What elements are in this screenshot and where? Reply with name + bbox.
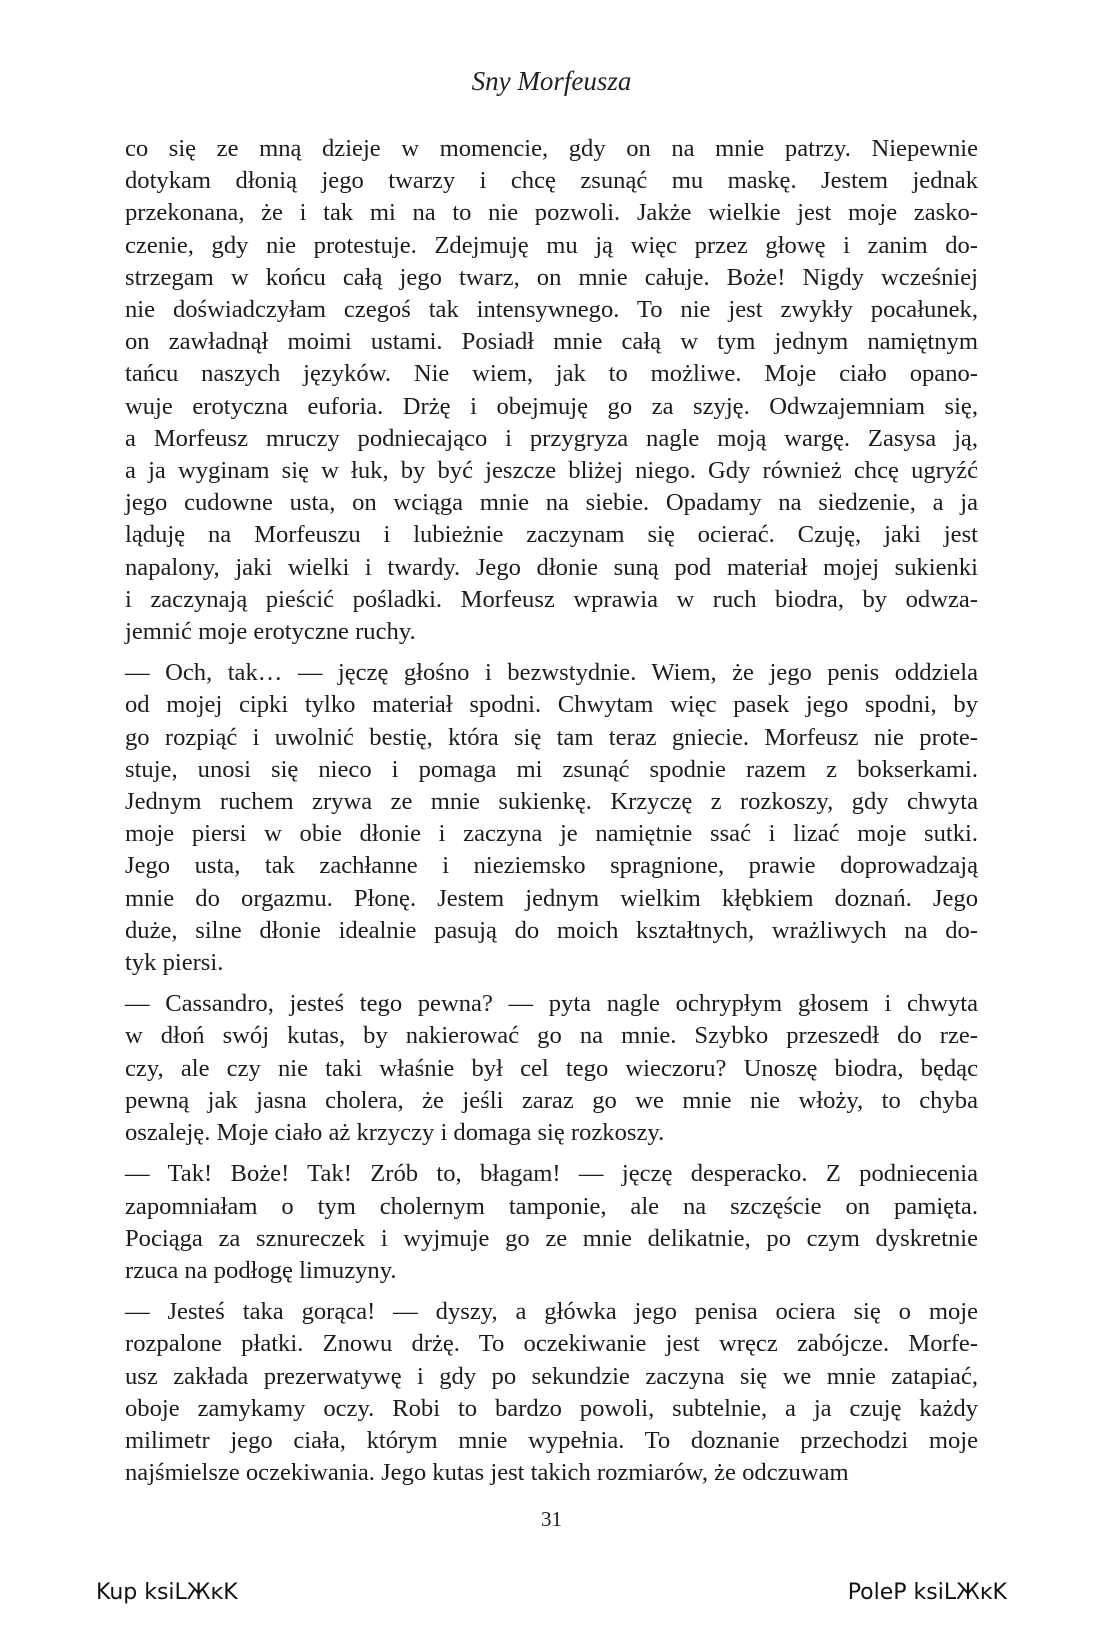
text-line: — Tak! Boże! Tak! Zrób to, błagam! — jęczę desperacko. Z podniecenia [125, 1160, 978, 1188]
text-line: — Och, tak… — jęczę głośno i bezwstydnie. Wiem, że jego penis oddziela [125, 659, 978, 687]
text-line: tańcu naszych języków. Nie wiem, jak to możliwe. Moje ciało opano- [125, 360, 978, 388]
text-line: od mojej cipki tylko materiał spodni. Chwytam więc pasek jego spodni, by [125, 691, 978, 719]
paragraph [125, 133, 978, 648]
paragraph [125, 988, 978, 1149]
paragraph-list [125, 133, 978, 1489]
paragraph [125, 1158, 978, 1287]
text-line: przekonana, że i tak mi na to nie pozwoli. Jakże wielkie jest moje zasko- [125, 199, 978, 227]
text-line: i zaczynają pieścić pośladki. Morfeusz wprawia w ruch biodra, by odwza- [125, 585, 978, 613]
text-line: a ja wyginam się w łuk, by być jeszcze bliżej niego. Gdy również chcę ugryźć [125, 457, 978, 485]
text-line: rozpalone płatki. Znowu drżę. To oczekiwanie jest wręcz zabójcze. Morfe- [125, 1330, 978, 1358]
text-line: zapomniałam o tym cholernym tamponie, ale na szczęście on pamięta. [125, 1192, 978, 1220]
text-line: a Morfeusz mruczy podniecająco i przygryza nagle moją wargę. Zasysa ją, [125, 424, 978, 452]
text-line: oszaleję. Moje ciało aż krzyczy i domaga się rozkoszy. [125, 1119, 665, 1147]
text-line: duże, silne dłonie idealnie pasują do moich kształtnych, wrażliwych na do- [125, 916, 978, 944]
text-line: go rozpiąć i uwolnić bestię, która się tam teraz gniecie. Morfeusz nie prote- [125, 723, 978, 751]
text-line: — Cassandro, jesteś tego pewna? — pyta nagle ochrypłym głosem i chwyta [125, 990, 978, 1018]
text-line: stuje, unosi się nieco i pomaga mi zsunąć spodnie razem z bokserkami. [125, 755, 978, 783]
text-line: jego cudowne usta, on wciąga mnie na siebie. Opadamy na siedzenie, a ja [125, 489, 978, 517]
body-text [125, 133, 978, 1498]
recommend-book-link[interactable]: PoleP ksiLЖĸK [847, 1580, 1007, 1605]
running-head-title: Sny Morfeusza [471, 66, 632, 96]
text-line: milimetr jego ciała, którym mnie wypełnia. To doznanie przechodzi moje [125, 1426, 978, 1454]
text-line: czy, ale czy nie taki właśnie był cel tego wieczoru? Unoszę biodra, będąc [125, 1054, 978, 1082]
text-line: — Jesteś taka gorąca! — dyszy, a główka jego penisa ociera się o moje [125, 1298, 978, 1326]
text-line: tyk piersi. [125, 949, 224, 977]
text-line: w dłoń swój kutas, by nakierować go na mnie. Szybko przeszedł do rze- [125, 1022, 978, 1050]
text-line: dotykam dłonią jego twarzy i chcę zsunąć mu maskę. Jestem jednak [125, 167, 978, 195]
text-line: Jego usta, tak zachłanne i nieziemsko spragnione, prawie doprowadzają [125, 852, 978, 880]
text-line: wuje erotyczna euforia. Drżę i obejmuję go za szyję. Odwzajemniam się, [125, 392, 978, 420]
text-line: Pociąga za sznureczek i wyjmuje go ze mnie delikatnie, po czym dyskretnie [125, 1224, 978, 1252]
text-line: mnie do orgazmu. Płonę. Jestem jednym wielkim kłębkiem doznań. Jego [125, 884, 978, 912]
text-line: usz zakłada prezerwatywę i gdy po sekundzie zaczyna się we mnie zatapiać, [125, 1362, 978, 1390]
page-number: 31 [541, 1507, 562, 1531]
text-line: co się ze mną dzieje w momencie, gdy on na mnie patrzy. Niepewnie [125, 135, 978, 162]
text-line: Jednym ruchem zrywa ze mnie sukienkę. Krzyczę z rozkoszy, gdy chwyta [125, 788, 978, 816]
text-line: jemnić moje erotyczne ruchy. [125, 618, 416, 646]
text-line: rzuca na podłogę limuzyny. [125, 1256, 397, 1284]
text-line: on zawładnął moimi ustami. Posiadł mnie całą w tym jednym namiętnym [125, 328, 978, 356]
paragraph [125, 1296, 978, 1489]
text-line: moje piersi w obie dłonie i zaczyna je namiętnie ssać i lizać moje sutki. [125, 820, 978, 848]
text-line: ląduję na Morfeuszu i lubieżnie zaczynam się ocierać. Czuję, jaki jest [125, 521, 978, 549]
text-line: pewną jak jasna cholera, że jeśli zaraz go we mnie nie włoży, to chyba [125, 1086, 978, 1114]
text-line: napalony, jaki wielki i twardy. Jego dłonie suną pod materiał mojej sukienki [125, 553, 978, 581]
paragraph [125, 657, 978, 979]
text-line: czenie, gdy nie protestuje. Zdejmuję mu ją więc przez głowę i zanim do- [125, 231, 978, 259]
text-line: najśmielsze oczekiwania. Jego kutas jest takich rozmiarów, że odczuwam [125, 1459, 849, 1487]
buy-book-link[interactable]: Kup ksiLЖĸK [96, 1580, 238, 1605]
text-line: nie doświadczyłam czegoś tak intensywnego. To nie jest zwykły pocałunek, [125, 296, 978, 324]
text-line: oboje zamykamy oczy. Robi to bardzo powoli, subtelnie, a ja czuję każdy [125, 1394, 978, 1422]
text-line: strzegam w końcu całą jego twarz, on mnie całuje. Boże! Nigdy wcześniej [125, 263, 978, 291]
